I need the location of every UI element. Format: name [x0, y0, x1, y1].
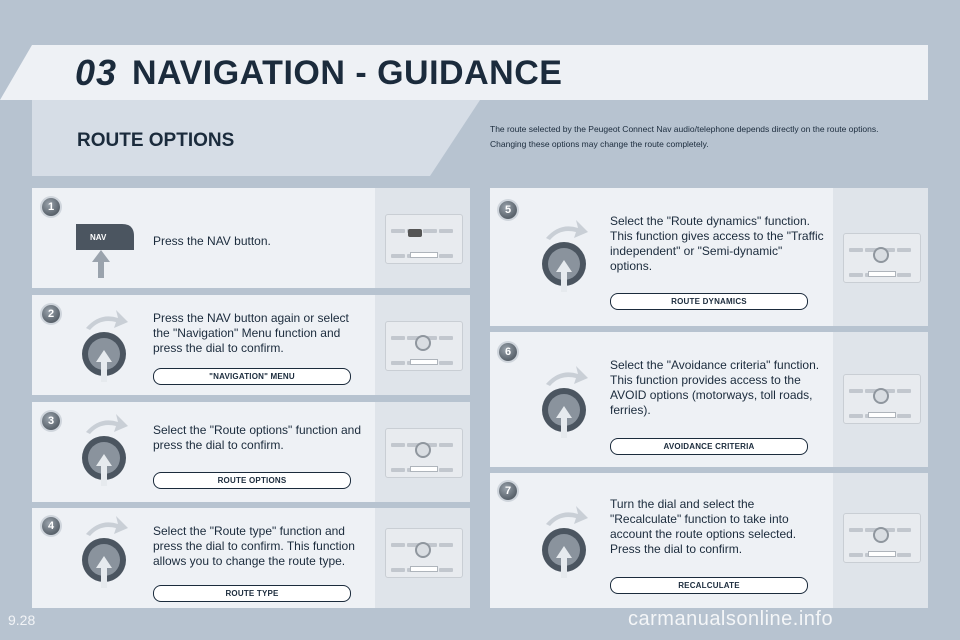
radio-unit-icon: [385, 528, 463, 578]
rotary-dial-icon: [74, 306, 134, 386]
step-number-4: 4: [42, 517, 60, 535]
radio-unit-icon: [385, 214, 463, 264]
section-title: ROUTE OPTIONS: [77, 130, 235, 151]
rotary-dial-icon: [534, 362, 594, 442]
step-number-5: 5: [499, 201, 517, 219]
menu-label-route-type: ROUTE TYPE: [153, 585, 351, 602]
step-text-1: Press the NAV button.: [153, 234, 271, 248]
step-text-6: Select the "Avoidance criteria" function. This function provides access to the AVOID options (motorways, toll roads, ferries).: [610, 358, 820, 417]
intro-line-1: The route selected by the Peugeot Connect Nav audio/telephone depends directly on the route options.: [490, 124, 879, 134]
step-text-4: Select the "Route type" function and press the dial to confirm. This function allows you to change the route type.: [153, 524, 355, 568]
rotary-dial-icon: [74, 512, 134, 592]
rotary-dial-icon: [74, 410, 134, 490]
menu-label-navigation: "NAVIGATION" MENU: [153, 368, 351, 385]
radio-panel: [375, 295, 470, 395]
page-number: 9.28: [8, 612, 36, 628]
rotary-dial-icon: [534, 216, 594, 296]
intro-text: [490, 122, 900, 152]
step-number-2: 2: [42, 305, 60, 323]
intro-line-2: Changing these options may change the route completely.: [490, 139, 709, 149]
radio-panel: [833, 188, 928, 326]
radio-panel: [375, 402, 470, 502]
menu-label-avoidance-criteria: AVOIDANCE CRITERIA: [610, 438, 808, 455]
step-text-5: Select the "Route dynamics" function. This function gives access to the "Traffic independent" or "Semi-dynamic" options.: [610, 214, 824, 273]
radio-unit-icon: [385, 321, 463, 371]
chapter-number: 03: [75, 52, 118, 93]
radio-unit-icon: [843, 233, 921, 283]
nav-button-icon: [70, 220, 140, 280]
rotary-dial-icon: [534, 502, 594, 582]
menu-label-route-options: ROUTE OPTIONS: [153, 472, 351, 489]
step-number-1: 1: [42, 198, 60, 216]
step-number-6: 6: [499, 343, 517, 361]
radio-unit-icon: [843, 513, 921, 563]
watermark: carmanualsonline.info: [628, 608, 834, 630]
nav-label: NAV: [90, 233, 107, 242]
radio-unit-icon: [385, 428, 463, 478]
menu-label-recalculate: RECALCULATE: [610, 577, 808, 594]
menu-label-route-dynamics: ROUTE DYNAMICS: [610, 293, 808, 310]
step-text-7: Turn the dial and select the "Recalculate" function to take into account the route options selected. Press the dial to confirm.: [610, 497, 797, 556]
radio-panel: [375, 508, 470, 608]
radio-panel: [833, 473, 928, 608]
radio-panel: [833, 332, 928, 467]
step-number-7: 7: [499, 482, 517, 500]
step-number-3: 3: [42, 412, 60, 430]
step-text-3: Select the "Route options" function and press the dial to confirm.: [153, 423, 361, 452]
radio-panel: [375, 188, 470, 288]
chapter-title: NAVIGATION - GUIDANCE: [132, 54, 563, 92]
radio-unit-icon: [843, 374, 921, 424]
step-text-2: Press the NAV button again or select the "Navigation" Menu function and press the dial to confirm.: [153, 311, 349, 355]
